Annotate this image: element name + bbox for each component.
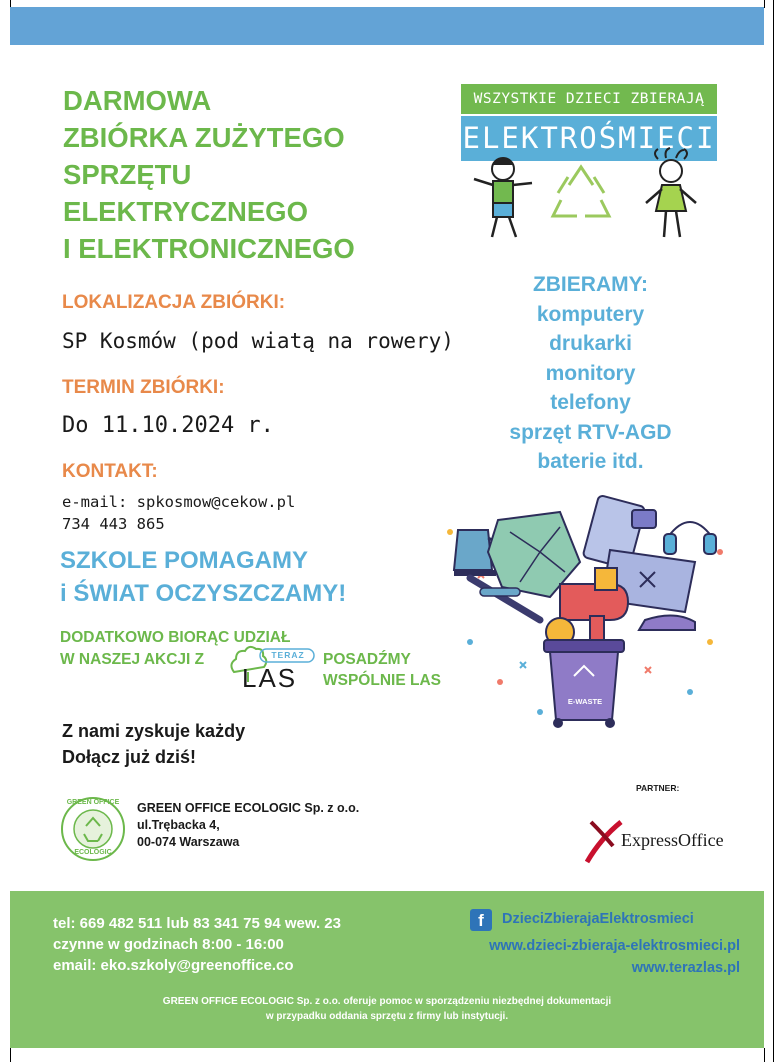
slogan	[60, 544, 346, 610]
crop-mark	[764, 1048, 765, 1062]
top-banner	[10, 7, 764, 45]
iron-icon	[639, 615, 695, 630]
campaign-badge-top: WSZYSTKIE DZIECI ZBIERAJĄ	[461, 84, 717, 114]
campaign-badge-main: ELEKTROŚMIECI	[461, 116, 717, 161]
extra-wspolnie: WSPÓLNIE LAS	[323, 672, 441, 689]
logo-bottom-text: ECOLOGIC	[74, 849, 112, 856]
teraz-text: TERAZ	[271, 650, 305, 660]
footer-contact	[53, 913, 341, 976]
slogan-line: i ŚWIAT OCZYSZCZAMY!	[60, 580, 347, 607]
title-line: I ELEKTRONICZNEGO	[63, 233, 355, 264]
footer	[10, 891, 764, 1048]
trash-bin-icon	[544, 640, 624, 728]
collect-item: telefony	[550, 391, 631, 414]
location-label: LOKALIZACJA ZBIÓRKI:	[62, 292, 286, 313]
title-line: SPRZĘTU	[63, 159, 192, 190]
footer-tel: tel: 669 482 511 lub 83 341 75 94 wew. 23	[53, 915, 341, 932]
deadline-value: Do 11.10.2024 r.	[62, 413, 274, 438]
website-link[interactable]: www.dzieci-zbieraja-elektrosmieci.pl	[489, 938, 740, 954]
battery-icon	[480, 588, 520, 596]
collect-item: sprzęt RTV-AGD	[509, 420, 672, 444]
headphones-icon	[664, 522, 716, 554]
contact-label: KONTAKT:	[62, 461, 158, 482]
footer-note-line: w przypadku oddania sprzętu z firmy lub instytucji.	[265, 1011, 509, 1022]
phone-icon	[632, 510, 656, 528]
title-line: ZBIÓRKA ZUŻYTEGO	[63, 122, 345, 153]
company-street: ul.Trębacka 4,	[137, 818, 220, 832]
las-text: LAS	[242, 663, 298, 693]
contact-email: e-mail: spkosmow@cekow.pl	[62, 493, 296, 511]
facebook-link[interactable]: DzieciZbierajaElektrosmieci	[502, 911, 694, 927]
chip-icon	[595, 568, 617, 590]
collect-item: baterie itd.	[537, 450, 644, 473]
kids-recycling-illustration	[466, 145, 706, 245]
collect-heading: ZBIERAMY:	[532, 273, 649, 296]
poster-title	[63, 82, 483, 267]
crop-mark	[764, 0, 765, 8]
footer-hours: czynne w godzinach 8:00 - 16:00	[53, 936, 284, 953]
teraz-las-logo	[228, 642, 320, 692]
extra-line-1: DODATKOWO BIORĄC UDZIAŁ	[60, 629, 291, 646]
join-line: Dołącz już dziś!	[62, 747, 197, 767]
extra-posadzmy: POSADŹMY	[323, 651, 411, 668]
logo-top-text: GREEN OFFICE	[66, 799, 120, 806]
bin-label: E-WASTE	[567, 697, 603, 706]
company-city: 00-074 Warszawa	[137, 835, 240, 849]
collected-items	[478, 270, 703, 477]
footer-email: email: eko.szkoly@greenoffice.co	[53, 957, 294, 974]
slogan-line: SZKOLE POMAGAMY	[60, 547, 309, 574]
partner-label: PARTNER:	[636, 783, 680, 793]
crop-mark	[10, 1048, 11, 1062]
footer-note-line: GREEN OFFICE ECOLOGIC Sp. z o.o. oferuje pomoc w sporządzeniu niezbędnej dokumentacji	[162, 996, 612, 1007]
ewaste-illustration	[440, 492, 730, 732]
title-line: ELEKTRYCZNEGO	[63, 196, 308, 227]
expressoffice-logo	[585, 818, 735, 866]
green-office-logo	[60, 796, 126, 862]
join-message	[62, 718, 245, 770]
girl-figure	[646, 148, 696, 237]
x-mark-icon	[585, 818, 625, 866]
collect-item: komputery	[536, 302, 645, 326]
extra-line-2: W NASZEJ AKCJI Z	[60, 651, 205, 668]
deadline-label: TERMIN ZBIÓRKI:	[62, 377, 225, 398]
footer-note	[10, 994, 764, 1024]
join-line: Z nami zyskuje każdy	[62, 721, 246, 741]
collect-item: drukarki	[549, 332, 632, 355]
location-value: SP Kosmów (pod wiatą na rowery)	[62, 329, 454, 353]
company-address	[137, 800, 359, 851]
company-name: GREEN OFFICE ECOLOGIC Sp. z o.o.	[137, 801, 360, 815]
title-line: DARMOWA	[63, 85, 212, 116]
boy-figure	[474, 158, 532, 237]
facebook-icon: f	[470, 909, 492, 931]
recycle-icon	[553, 167, 609, 216]
contact-phone: 734 443 865	[62, 515, 165, 533]
collect-item: monitory	[545, 361, 636, 385]
page-edge	[773, 0, 774, 1062]
website-link[interactable]: www.terazlas.pl	[631, 960, 740, 976]
partner-name: ExpressOffice	[621, 830, 724, 850]
